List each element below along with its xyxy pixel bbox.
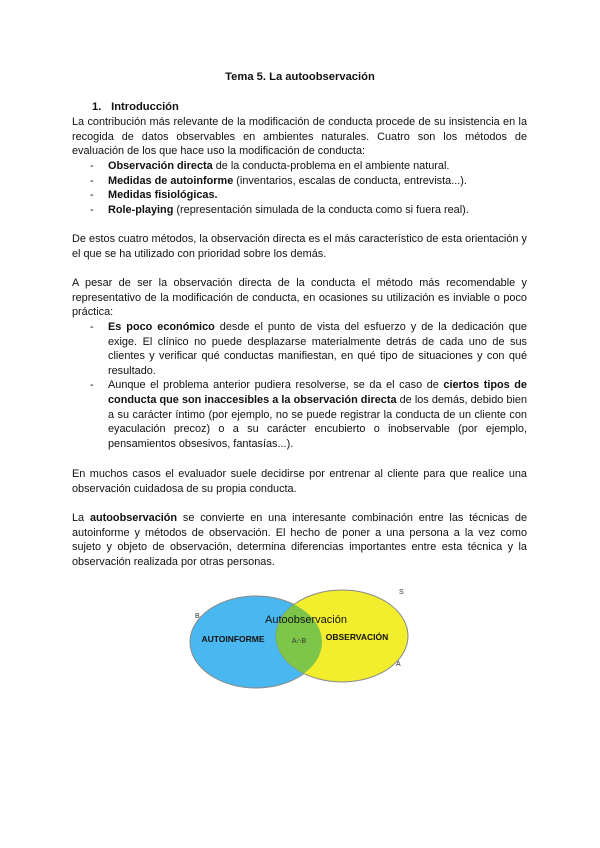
- section-number: 1.: [92, 101, 102, 113]
- list-item-bold: ciertos tipos de conducta que son inaccesibles a la observación directa: [108, 379, 527, 406]
- list-bullet: -: [90, 379, 94, 392]
- paragraph-5-text: se convierte en una interesante combinación entre las técnicas de autoinforme y métodos de observación. El hecho de poner a una persona a la vez como sujeto y objeto de observación, determina diferencias importantes entre esta técnica y la observación realizada por otras personas.: [72, 512, 528, 568]
- list-bullet: -: [90, 189, 94, 202]
- list-item: [90, 159, 527, 174]
- list-bullet: -: [90, 203, 94, 216]
- list-bullet: -: [90, 160, 94, 172]
- list-item-text: (representación simulada de la conducta como si fuera real).: [173, 203, 469, 216]
- section-title: Introducción: [111, 101, 179, 113]
- list-item: [90, 320, 527, 378]
- paragraph-5-text: La: [72, 512, 90, 524]
- page-title: Tema 5. La autoobservación: [225, 71, 375, 83]
- list-item: [90, 378, 527, 451]
- venn-center-label: A∩B: [291, 638, 307, 645]
- venn-right-label: OBSERVACIÓN: [325, 632, 389, 642]
- list-item-bold: Medidas de autoinforme: [108, 174, 234, 187]
- list-item: [90, 188, 527, 203]
- list-bullet: -: [90, 321, 94, 333]
- venn-title: Autoobservación: [265, 614, 347, 626]
- list-item-text: Aunque el problema anterior pudiera resolverse, se da el caso de: [108, 379, 444, 392]
- list-item-text: (inventarios, escalas de conducta, entrevista...).: [233, 174, 467, 187]
- section-heading: [92, 101, 179, 113]
- venn-diagram: [186, 582, 416, 692]
- list-item: [90, 174, 527, 189]
- reasons-list: [90, 320, 527, 451]
- venn-left-label: AUTOINFORME: [201, 634, 265, 644]
- list-item-bold: Role-playing: [108, 203, 174, 216]
- paragraph-5-bold: autoobservación: [89, 512, 178, 524]
- list-item-text: de los demás, debido bien a su carácter íntimo (por ejemplo, no se puede registrar la conducta de un cliente con eyaculación precoz) o a su carácter encubierto o inobservable (por ejemplo, pensamientos obsesivos, fantasías...).: [108, 393, 528, 450]
- paragraph-2: De estos cuatro métodos, la observación directa es el más característico de esta orientación y el que se ha utilizado con prioridad sobre los demás.: [72, 233, 527, 260]
- list-bullet: -: [90, 174, 94, 187]
- venn-corner-s: S: [399, 589, 404, 596]
- venn-corner-b: B: [195, 613, 200, 620]
- list-item-text: desde el punto de vista del esfuerzo y de la dedicación que exige. El clínico no puede desplazarse materialmente detrás de cada uno de sus clientes y verificar qué conductas manifiestan, en qué tipo de situaciones y con qué resultado.: [108, 321, 527, 377]
- list-item: [90, 203, 527, 218]
- list-item-text: de la conducta-problema en el ambiente natural.: [212, 160, 450, 172]
- list-item-bold: Observación directa: [108, 160, 213, 172]
- paragraph-4: En muchos casos el evaluador suele decidirse por entrenar al cliente para que realice una observación cuidadosa de su propia conducta.: [72, 468, 527, 495]
- list-item-bold: Es poco económico: [108, 321, 215, 333]
- paragraph-5: [72, 511, 527, 569]
- list-item-bold: Medidas fisiológicas.: [108, 189, 218, 202]
- intro-paragraph: La contribución más relevante de la modificación de conducta procede de su insistencia en la recogida de datos observables en ambientes naturales. Cuatro son los métodos de evaluación de los que hace uso la modificación de conducta:: [72, 116, 527, 158]
- methods-list: [90, 159, 527, 217]
- venn-corner-a: A: [396, 661, 401, 668]
- paragraph-3: A pesar de ser la observación directa de la conducta el método más recomendable y representativo de la modificación de conducta, en ocasiones su utilización es inviable o poco práctica:: [72, 277, 527, 319]
